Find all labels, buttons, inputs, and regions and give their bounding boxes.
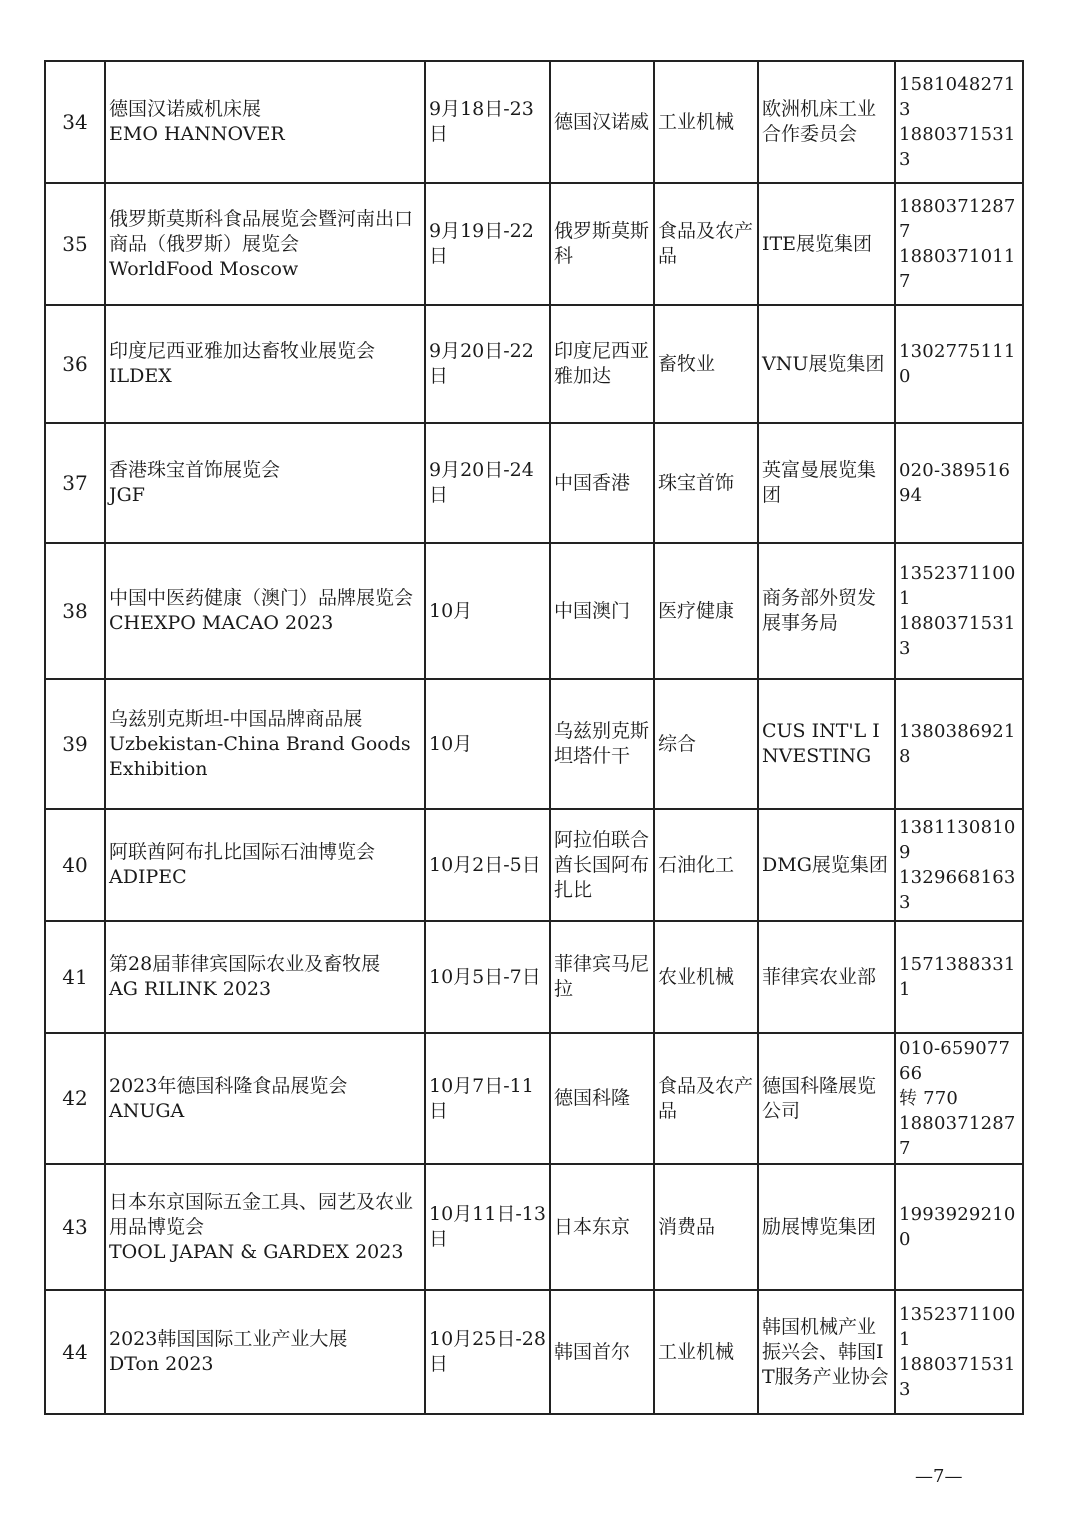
exhibition-organizer: 韩国机械产业振兴会、韩国IT服务产业协会 (758, 1290, 895, 1414)
exhibition-industry: 珠宝首饰 (654, 423, 758, 543)
exhibition-organizer: 商务部外贸发展事务局 (758, 543, 895, 679)
exhibition-place: 菲律宾马尼拉 (550, 921, 654, 1033)
exhibition-date: 10月11日-13日 (425, 1164, 550, 1290)
exhibition-date: 9月18日-23日 (425, 61, 550, 183)
exhibition-place: 韩国首尔 (550, 1290, 654, 1414)
exhibition-name (105, 423, 425, 543)
exhibition-table-body (45, 61, 1023, 1414)
exhibition-organizer: DMG展览集团 (758, 809, 895, 921)
exhibition-name (105, 1164, 425, 1290)
row-number: 34 (45, 61, 105, 183)
table-row (45, 921, 1023, 1033)
row-number: 44 (45, 1290, 105, 1414)
table-row (45, 423, 1023, 543)
exhibition-organizer: CUS INT'L INVESTING (758, 679, 895, 809)
exhibition-date: 10月2日-5日 (425, 809, 550, 921)
row-number: 43 (45, 1164, 105, 1290)
exhibition-industry: 食品及农产品 (654, 1033, 758, 1164)
exhibition-industry: 工业机械 (654, 61, 758, 183)
exhibition-date: 10月25日-28日 (425, 1290, 550, 1414)
exhibition-name (105, 921, 425, 1033)
row-number: 35 (45, 183, 105, 305)
exhibition-place: 印度尼西亚雅加达 (550, 305, 654, 423)
contact-phone-line: 13296681633 (899, 867, 1016, 913)
exhibition-organizer: 欧洲机床工业合作委员会 (758, 61, 895, 183)
contact-phone (895, 679, 1023, 809)
page-number: —7— (915, 1466, 963, 1487)
exhibition-name-line: Uzbekistan-China Brand Goods Exhibition (109, 732, 411, 780)
exhibition-name-line: AG RILINK 2023 (109, 978, 272, 1000)
exhibition-name-line: ANUGA (109, 1099, 185, 1122)
contact-phone (895, 809, 1023, 921)
exhibition-industry: 综合 (654, 679, 758, 809)
exhibition-table-sheet (44, 60, 1022, 1415)
exhibition-industry: 农业机械 (654, 921, 758, 1033)
contact-phone-line: 18803712877 (899, 1113, 1016, 1159)
exhibition-name-line: WorldFood Moscow (109, 257, 299, 280)
contact-phone-line: 13523711001 (899, 563, 1016, 609)
table-row (45, 1033, 1023, 1164)
contact-phone-line: 19939292100 (899, 1204, 1016, 1250)
contact-phone-line: 18803710117 (899, 246, 1016, 292)
exhibition-name (105, 809, 425, 921)
exhibition-name (105, 1033, 425, 1164)
contact-phone (895, 1033, 1023, 1164)
exhibition-name-line: 第28届菲律宾国际农业及畜牧展 (109, 953, 381, 975)
contact-phone (895, 183, 1023, 305)
contact-phone (895, 305, 1023, 423)
exhibition-industry: 工业机械 (654, 1290, 758, 1414)
contact-phone-line: 13027751110 (899, 341, 1016, 387)
exhibition-organizer: 德国科隆展览公司 (758, 1033, 895, 1164)
exhibition-place: 德国科隆 (550, 1033, 654, 1164)
contact-phone-line: 010-65907766 (899, 1038, 1011, 1084)
table-row (45, 183, 1023, 305)
exhibition-name-line: TOOL JAPAN & GARDEX 2023 (109, 1240, 404, 1263)
table-row (45, 679, 1023, 809)
table-row (45, 61, 1023, 183)
exhibition-name-line: 俄罗斯莫斯科食品展览会暨河南出口商品（俄罗斯）展览会 (109, 207, 414, 255)
row-number: 41 (45, 921, 105, 1033)
row-number: 37 (45, 423, 105, 543)
exhibition-industry: 石油化工 (654, 809, 758, 921)
exhibition-organizer: 励展博览集团 (758, 1164, 895, 1290)
exhibition-name-line: 乌兹别克斯坦-中国品牌商品展 (109, 707, 363, 730)
contact-phone-line: 13803869218 (899, 721, 1016, 767)
contact-phone-line: 18803715313 (899, 1354, 1016, 1400)
exhibition-name (105, 679, 425, 809)
row-number: 36 (45, 305, 105, 423)
exhibition-name (105, 543, 425, 679)
exhibition-name-line: DTon 2023 (109, 1353, 214, 1375)
table-row (45, 543, 1023, 679)
exhibition-name-line: EMO HANNOVER (109, 123, 285, 145)
contact-phone-line: 18803715313 (899, 613, 1016, 659)
contact-phone-line: 15713883311 (899, 954, 1016, 1000)
contact-phone (895, 543, 1023, 679)
exhibition-table (44, 60, 1024, 1415)
exhibition-place: 日本东京 (550, 1164, 654, 1290)
exhibition-name-line: 阿联酋阿布扎比国际石油博览会 (109, 841, 376, 863)
exhibition-name (105, 61, 425, 183)
contact-phone-line: 转 770 (899, 1088, 959, 1109)
exhibition-name-line: ILDEX (109, 365, 172, 387)
table-row (45, 305, 1023, 423)
exhibition-date: 10月7日-11日 (425, 1033, 550, 1164)
row-number: 38 (45, 543, 105, 679)
exhibition-name-line: 2023韩国国际工业产业大展 (109, 1328, 348, 1350)
contact-phone-line: 13523711001 (899, 1304, 1016, 1350)
exhibition-place: 德国汉诺威 (550, 61, 654, 183)
exhibition-place: 俄罗斯莫斯科 (550, 183, 654, 305)
exhibition-name-line: ADIPEC (109, 866, 187, 888)
exhibition-date: 10月 (425, 679, 550, 809)
exhibition-name (105, 1290, 425, 1414)
contact-phone (895, 1290, 1023, 1414)
contact-phone-line: 18803712877 (899, 196, 1016, 242)
exhibition-date: 9月19日-22日 (425, 183, 550, 305)
exhibition-organizer: 英富曼展览集团 (758, 423, 895, 543)
exhibition-place: 中国香港 (550, 423, 654, 543)
exhibition-industry: 医疗健康 (654, 543, 758, 679)
exhibition-name-line: 2023年德国科隆食品展览会 (109, 1074, 348, 1097)
exhibition-industry: 消费品 (654, 1164, 758, 1290)
exhibition-date: 9月20日-22日 (425, 305, 550, 423)
contact-phone-line: 18803715313 (899, 124, 1016, 170)
contact-phone-line: 020-38951694 (899, 460, 1011, 506)
exhibition-name (105, 305, 425, 423)
table-row (45, 809, 1023, 921)
exhibition-date: 10月 (425, 543, 550, 679)
contact-phone (895, 61, 1023, 183)
exhibition-industry: 食品及农产品 (654, 183, 758, 305)
contact-phone-line: 15810482713 (899, 74, 1016, 120)
row-number: 42 (45, 1033, 105, 1164)
exhibition-date: 10月5日-7日 (425, 921, 550, 1033)
exhibition-name-line: JGF (109, 484, 145, 506)
exhibition-organizer: VNU展览集团 (758, 305, 895, 423)
table-row (45, 1164, 1023, 1290)
exhibition-name-line: 日本东京国际五金工具、园艺及农业用品博览会 (109, 1190, 414, 1238)
contact-phone (895, 921, 1023, 1033)
exhibition-name (105, 183, 425, 305)
exhibition-name-line: 印度尼西亚雅加达畜牧业展览会 (109, 340, 376, 362)
exhibition-organizer: ITE展览集团 (758, 183, 895, 305)
exhibition-organizer: 菲律宾农业部 (758, 921, 895, 1033)
exhibition-place: 阿拉伯联合酋长国阿布扎比 (550, 809, 654, 921)
table-row (45, 1290, 1023, 1414)
row-number: 39 (45, 679, 105, 809)
exhibition-place: 中国澳门 (550, 543, 654, 679)
exhibition-name-line: 香港珠宝首饰展览会 (109, 459, 281, 481)
contact-phone-line: 13811308109 (899, 817, 1016, 863)
contact-phone (895, 423, 1023, 543)
exhibition-date: 9月20日-24日 (425, 423, 550, 543)
exhibition-industry: 畜牧业 (654, 305, 758, 423)
row-number: 40 (45, 809, 105, 921)
exhibition-place: 乌兹别克斯坦塔什干 (550, 679, 654, 809)
exhibition-name-line: 德国汉诺威机床展 (109, 98, 262, 120)
exhibition-name-line: CHEXPO MACAO 2023 (109, 612, 334, 634)
contact-phone (895, 1164, 1023, 1290)
exhibition-name-line: 中国中医药健康（澳门）品牌展览会 (109, 587, 414, 609)
